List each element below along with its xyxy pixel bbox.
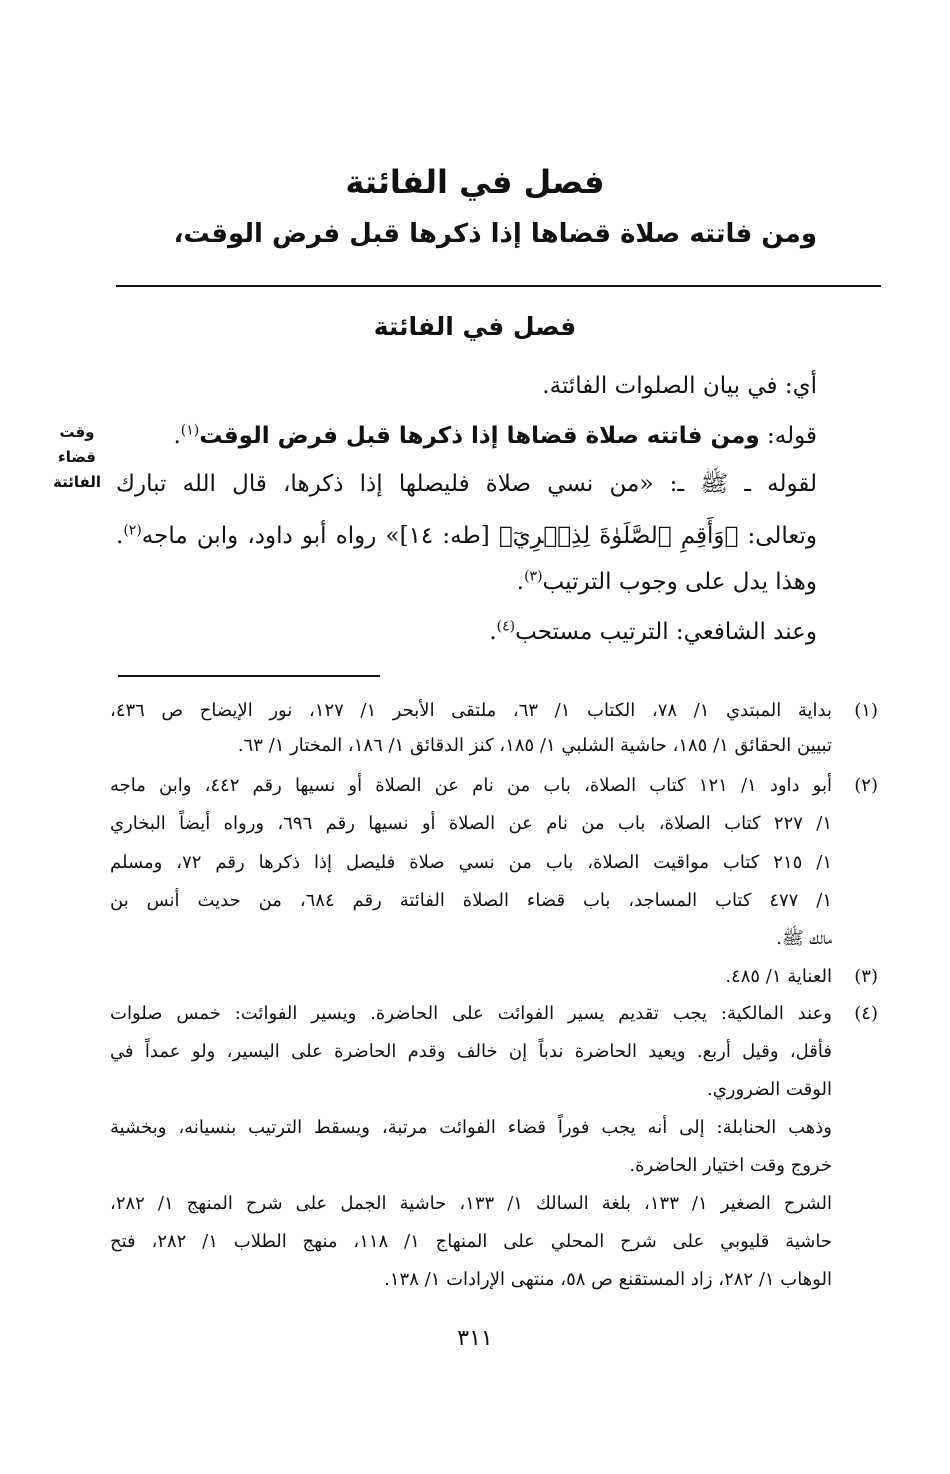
footnote-line: بداية المبتدي ١/ ٧٨، الكتاب ١/ ٦٣، ملتقى الأبحر ١/ ١٢٧، نور الإيضاح ص ٤٣٦، — [110, 700, 832, 721]
footnote-number: (٢) — [854, 775, 878, 796]
page-number: ٣١١ — [457, 1326, 493, 1351]
chapter-title: فصل في الفائتة — [345, 163, 605, 201]
body-line — [542, 366, 817, 406]
footnote-line: وعند المالكية: يجب تقديم يسير الفوائت على الحاضرة. ويسير الفوائت: خمس صلوات — [110, 1003, 832, 1024]
margin-note-line: قضاء — [58, 448, 96, 466]
footnote-line: الوهاب ١/ ٢٨٢، زاد المستقنع ص ٥٨، منتهى الإرادات ١/ ١٣٨. — [384, 1269, 832, 1290]
footnote-divider — [118, 675, 380, 677]
section-title: فصل في الفائتة — [373, 312, 577, 341]
footnote-line: العناية ١/ ٤٨٥. — [725, 966, 832, 987]
footnote-number: (٤) — [854, 1003, 878, 1024]
body-text: . — [489, 619, 497, 645]
body-text: . — [173, 423, 181, 449]
footnote-line: الشرح الصغير ١/ ١٣٣، بلغة السالك ١/ ١٣٣، حاشية الجمل على شرح المنهج ١/ ٢٨٢، — [110, 1193, 832, 1214]
body-line — [489, 612, 817, 652]
body-text: أي: في بيان الصلوات الفائتة. — [542, 373, 817, 399]
body-line — [116, 464, 817, 504]
body-text: وتعالى: ﴿وَأَقِمِ ٱلصَّلَوٰةَ لِذِكۡرِيٓ﴾ [طه: ١٤]» رواه أبو داود، وابن ماجه — [141, 523, 817, 549]
footnote-ref[interactable]: (٤) — [496, 618, 516, 635]
footnote-number: (١) — [854, 700, 878, 721]
margin-note — [38, 420, 116, 495]
margin-note-line: الفائتة — [52, 473, 102, 491]
footnote-line: ١/ ٢١٥ كتاب مواقيت الصلاة، باب من نسي صلاة فليصل إذا ذكرها رقم ٧٢، ومسلم — [110, 852, 832, 873]
quoted-matn: ومن فاتته صلاة قضاها إذا ذكرها قبل فرض الوقت — [199, 423, 760, 449]
body-line — [517, 562, 817, 602]
body-text: وعند الشافعي: الترتيب مستحب — [515, 619, 817, 645]
body-line — [173, 416, 817, 456]
footnote-line: خروج وقت اختيار الحاضرة. — [629, 1155, 832, 1176]
body-line — [116, 516, 817, 556]
footnote-ref[interactable]: (٣) — [524, 568, 543, 585]
footnote-line: حاشية قليوبي على شرح المحلي على المنهاج ١/ ١١٨، منهج الطلاب ١/ ٢٨٢، فتح — [110, 1231, 833, 1252]
body-text: لقوله ـ ﷺ ـ: «من نسي صلاة فليصلها إذا ذكرها، قال الله تبارك — [116, 471, 817, 497]
footnote-line: فأقل، وقيل أربع. ويعيد الحاضرة ندباً إن خالف وقدم الحاضرة على اليسير، ولو عمداً في — [110, 1041, 832, 1062]
margin-note-line: وقت — [59, 423, 95, 441]
footnote-line: أبو داود ١/ ١٢١ كتاب الصلاة، باب من نام عن الصلاة أو نسيها رقم ٤٤٢، وابن ماجه — [110, 775, 832, 796]
footnote-ref[interactable]: (١) — [180, 422, 200, 439]
body-text: وهذا يدل على وجوب الترتيب — [542, 569, 817, 595]
matn-text: ومن فاتته صلاة قضاها إذا ذكرها قبل فرض الوقت، — [173, 219, 817, 249]
footnote-line: تبيين الحقائق ١/ ١٨٥، حاشية الشلبي ١/ ١٨٥، كنز الدقائق ١/ ١٨٦، المختار ١/ ٦٣. — [237, 735, 832, 756]
footnote-ref[interactable]: (٢) — [123, 522, 142, 539]
body-text: . — [116, 523, 124, 549]
footnote-line: ١/ ٢٢٧ كتاب الصلاة، باب من نام عن الصلاة أو نسيها رقم ٦٩٦، ورواه أيضاً البخاري — [110, 813, 832, 834]
footnote-line: ١/ ٤٧٧ كتاب المساجد، باب قضاء الصلاة الفائتة رقم ٦٨٤، من حديث أنس بن — [110, 890, 832, 911]
body-text: . — [516, 569, 525, 595]
footnote-line: وذهب الحنابلة: إلى أنه يجب فوراً قضاء الفوائت مرتبة، ويسقط الترتيب بنسيانه، وبخشية — [110, 1117, 832, 1138]
footnote-line: الوقت الضروري. — [706, 1079, 832, 1100]
header-divider — [116, 285, 881, 287]
footnote-number: (٣) — [854, 966, 878, 987]
body-text: قوله: — [759, 423, 817, 449]
footnote-line: مالك ﷺ. — [776, 928, 832, 949]
